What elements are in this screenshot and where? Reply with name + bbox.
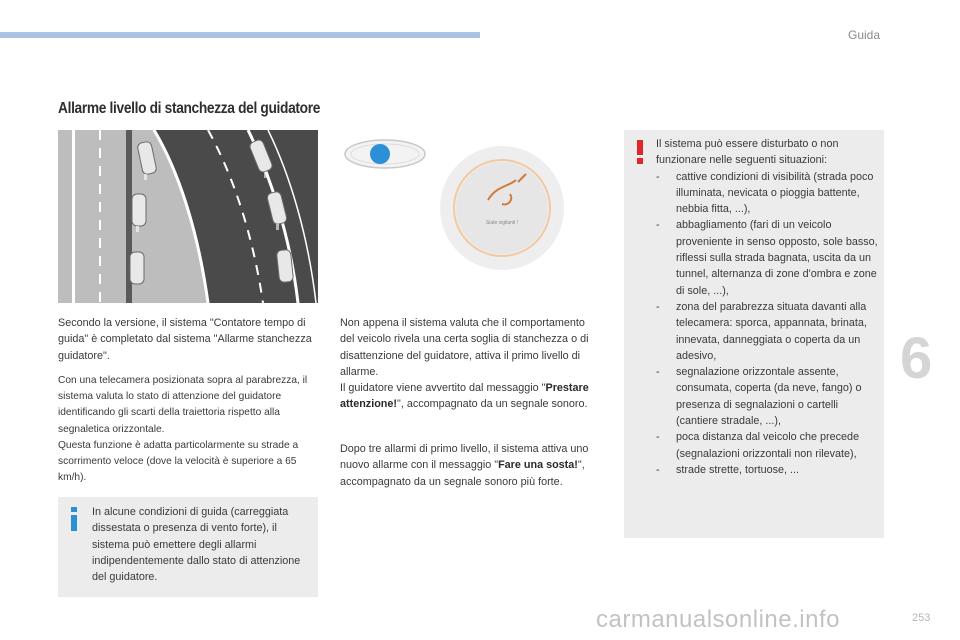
- info-note-text: In alcune condizioni di guida (carreggiata dissestata o presenza di vento forte), il sistema può emettere degli allarmi indipendentemente dallo stato di attenzione del guidatore.: [92, 506, 301, 584]
- list-item: - zona del parabrezza situata davanti alla telecamera: sporca, appannata, brinata, innevata, danneggiata o coperta da un adesivo,: [656, 300, 867, 362]
- warning-intro: Il sistema può essere disturbato o non funzionare nelle seguenti situazioni:: [656, 138, 839, 167]
- instrument-display-illustration: [340, 130, 610, 270]
- dashboard-svg: [340, 130, 610, 270]
- section-label: Guida: [848, 28, 881, 42]
- page-title: Allarme livello di stanchezza del guidatore: [58, 100, 321, 117]
- header-accent-bar: [0, 32, 480, 38]
- list-item: - segnalazione orizzontale assente, consumata, coperta (da neve, fango) o presenza di segnalazioni o cartelli (cantiere stradale, ...),: [656, 366, 862, 428]
- second-alarm-paragraph: [340, 441, 602, 490]
- first-alarm-paragraph: [340, 315, 602, 413]
- second-alarm-message: Fare una sosta!: [498, 459, 578, 472]
- speed-text: Questa funzione è adatta particolarmente su strade a scorrimento veloce (dove la velocità è superiore a 65 km/h).: [58, 439, 299, 484]
- first-alarm-message: Prestare attenzione!: [340, 382, 589, 411]
- first-alarm-prefix: Il guidatore viene avvertito dal messaggio ": [340, 382, 546, 395]
- list-item: - abbagliamento (fari di un veicolo proveniente in senso opposto, sole basso, riflessi sulla strada bagnata, uscita da un tunnel, alternanza di zone d'ombra e zone di sole, ...),: [656, 219, 878, 297]
- chapter-number: 6: [900, 326, 933, 391]
- list-item: - strade strette, tortuose, ...: [656, 463, 800, 476]
- display-message: Siate vigilanti !: [485, 220, 519, 226]
- warning-note-box: [624, 130, 884, 538]
- camera-text: Con una telecamera posizionata sopra al parabrezza, il sistema valuta lo stato di attenzione del guidatore identificando gli scarti della traiettoria rispetto alla segnaletica orizzontale.: [58, 375, 308, 435]
- camera-paragraph: [58, 373, 320, 486]
- second-alarm-prefix: Dopo tre allarmi di primo livello, il sistema attiva uno nuovo allarme con il messaggio ": [340, 443, 589, 472]
- warning-icon: [636, 140, 644, 164]
- info-icon: [70, 507, 78, 531]
- first-alarm-suffix: ", accompagnato da un segnale sonoro.: [396, 398, 588, 411]
- page-number: 253: [912, 612, 931, 624]
- warning-note-text: [656, 136, 882, 478]
- road-svg: [58, 130, 318, 303]
- list-item: - poca distanza dal veicolo che precede (segnalazioni orizzontali non rilevate),: [656, 431, 860, 460]
- lane-drift-illustration: [58, 130, 318, 303]
- second-alarm-suffix: ", accompagnato da un segnale sonoro più forte.: [340, 459, 585, 488]
- watermark: carmanualsonline.info: [596, 606, 840, 633]
- list-item: - cattive condizioni di visibilità (strada poco illuminata, nevicata o pioggia battente, nebbia fitta, ...),: [656, 170, 874, 216]
- warning-conditions-list: [656, 169, 882, 479]
- intro-paragraph: Secondo la versione, il sistema "Contatore tempo di guida" è completato dal sistema "Allarme stanchezza guidatore".: [58, 317, 312, 362]
- first-alarm-text: Non appena il sistema valuta che il comportamento del veicolo rivela una certa soglia di stanchezza o di disattenzione del guidatore, attiva il primo livello di allarme.: [340, 317, 589, 378]
- info-note-box: [58, 497, 318, 597]
